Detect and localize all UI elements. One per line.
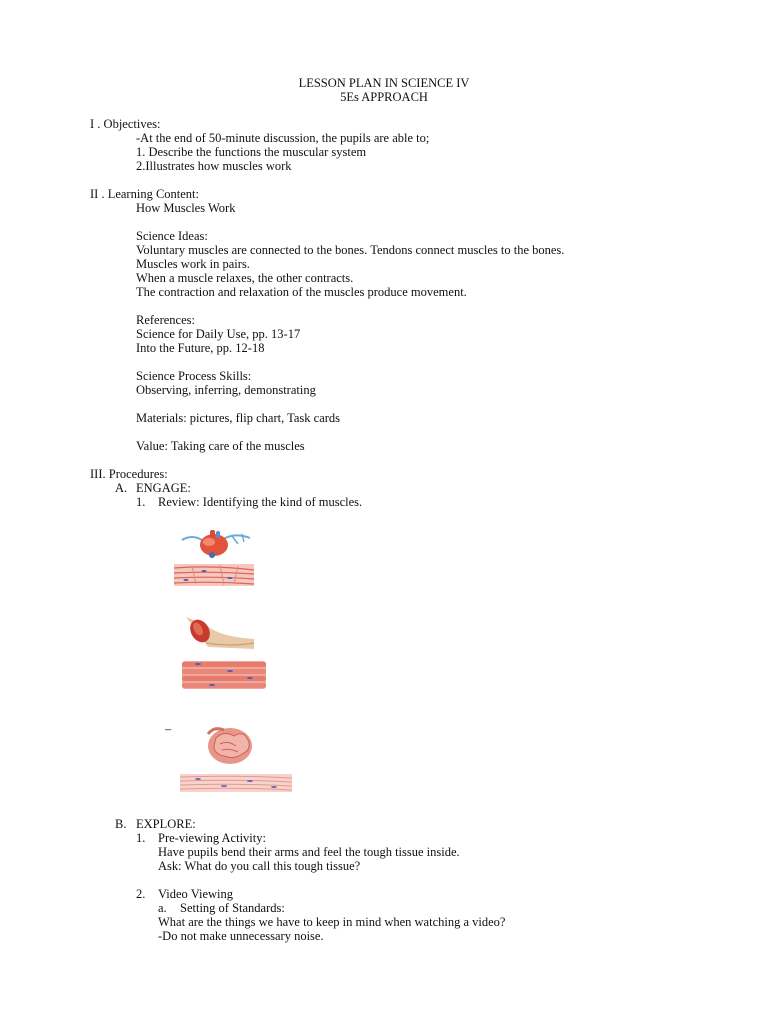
intestine-icon	[208, 728, 252, 764]
explore-item1-line: Ask: What do you call this tough tissue?	[158, 859, 361, 873]
science-idea: Voluntary muscles are connected to the bones. Tendons connect muscles to the bones.	[136, 243, 565, 257]
explore-sub-label: Setting of Standards:	[180, 901, 285, 915]
smooth-muscle-image	[178, 724, 294, 796]
materials: Materials: pictures, flip chart, Task cards	[136, 411, 341, 425]
science-ideas-label: Science Ideas:	[136, 229, 208, 243]
science-idea: Muscles work in pairs.	[136, 257, 250, 271]
explore-item1-label: Pre-viewing Activity:	[158, 831, 266, 845]
lesson-topic: How Muscles Work	[136, 201, 236, 215]
explore-sub-line: -Do not make unnecessary noise.	[158, 929, 324, 943]
image-dash: –	[165, 722, 172, 736]
skeletal-muscle-tissue	[182, 661, 266, 689]
objective-item: 1. Describe the functions the muscular system	[136, 145, 367, 159]
procedures-heading: III. Procedures:	[90, 467, 168, 481]
process-skills: Observing, inferring, demonstrating	[136, 383, 316, 397]
objectives-heading: I . Objectives:	[90, 117, 161, 131]
heart-icon	[182, 530, 250, 558]
references-label: References:	[136, 313, 195, 327]
explore-label: EXPLORE:	[136, 817, 196, 831]
reference-item: Science for Daily Use, pp. 13-17	[136, 327, 301, 341]
reference-item: Into the Future, pp. 12-18	[136, 341, 265, 355]
cardiac-muscle-tissue	[174, 564, 254, 586]
science-idea: When a muscle relaxes, the other contracts.	[136, 271, 354, 285]
objective-item: 2.Illustrates how muscles work	[136, 159, 292, 173]
explore-sub-letter: a.	[158, 901, 167, 915]
process-skills-label: Science Process Skills:	[136, 369, 252, 383]
engage-label: ENGAGE:	[136, 481, 191, 495]
science-idea: The contraction and relaxation of the muscles produce movement.	[136, 285, 467, 299]
page-subtitle: 5Es APPROACH	[340, 90, 428, 104]
objectives-intro: -At the end of 50-minute discussion, the pupils are able to;	[136, 131, 430, 145]
heart-muscle-image	[172, 528, 256, 590]
explore-item2-number: 2.	[136, 887, 146, 901]
explore-item2-label: Video Viewing	[158, 887, 233, 901]
engage-item: Review: Identifying the kind of muscles.	[158, 495, 363, 509]
explore-sub-line: What are the things we have to keep in mind when watching a video?	[158, 915, 506, 929]
engage-letter: A.	[115, 481, 128, 495]
value: Value: Taking care of the muscles	[136, 439, 305, 453]
explore-item1-number: 1.	[136, 831, 146, 845]
learning-content-heading: II . Learning Content:	[90, 187, 199, 201]
arm-muscle-icon	[186, 616, 254, 649]
page-title: LESSON PLAN IN SCIENCE IV	[298, 76, 470, 90]
smooth-muscle-tissue	[180, 774, 292, 792]
explore-letter: B.	[115, 817, 127, 831]
skeletal-muscle-image	[180, 613, 268, 691]
engage-item-number: 1.	[136, 495, 146, 509]
explore-item1-line: Have pupils bend their arms and feel the tough tissue inside.	[158, 845, 460, 859]
